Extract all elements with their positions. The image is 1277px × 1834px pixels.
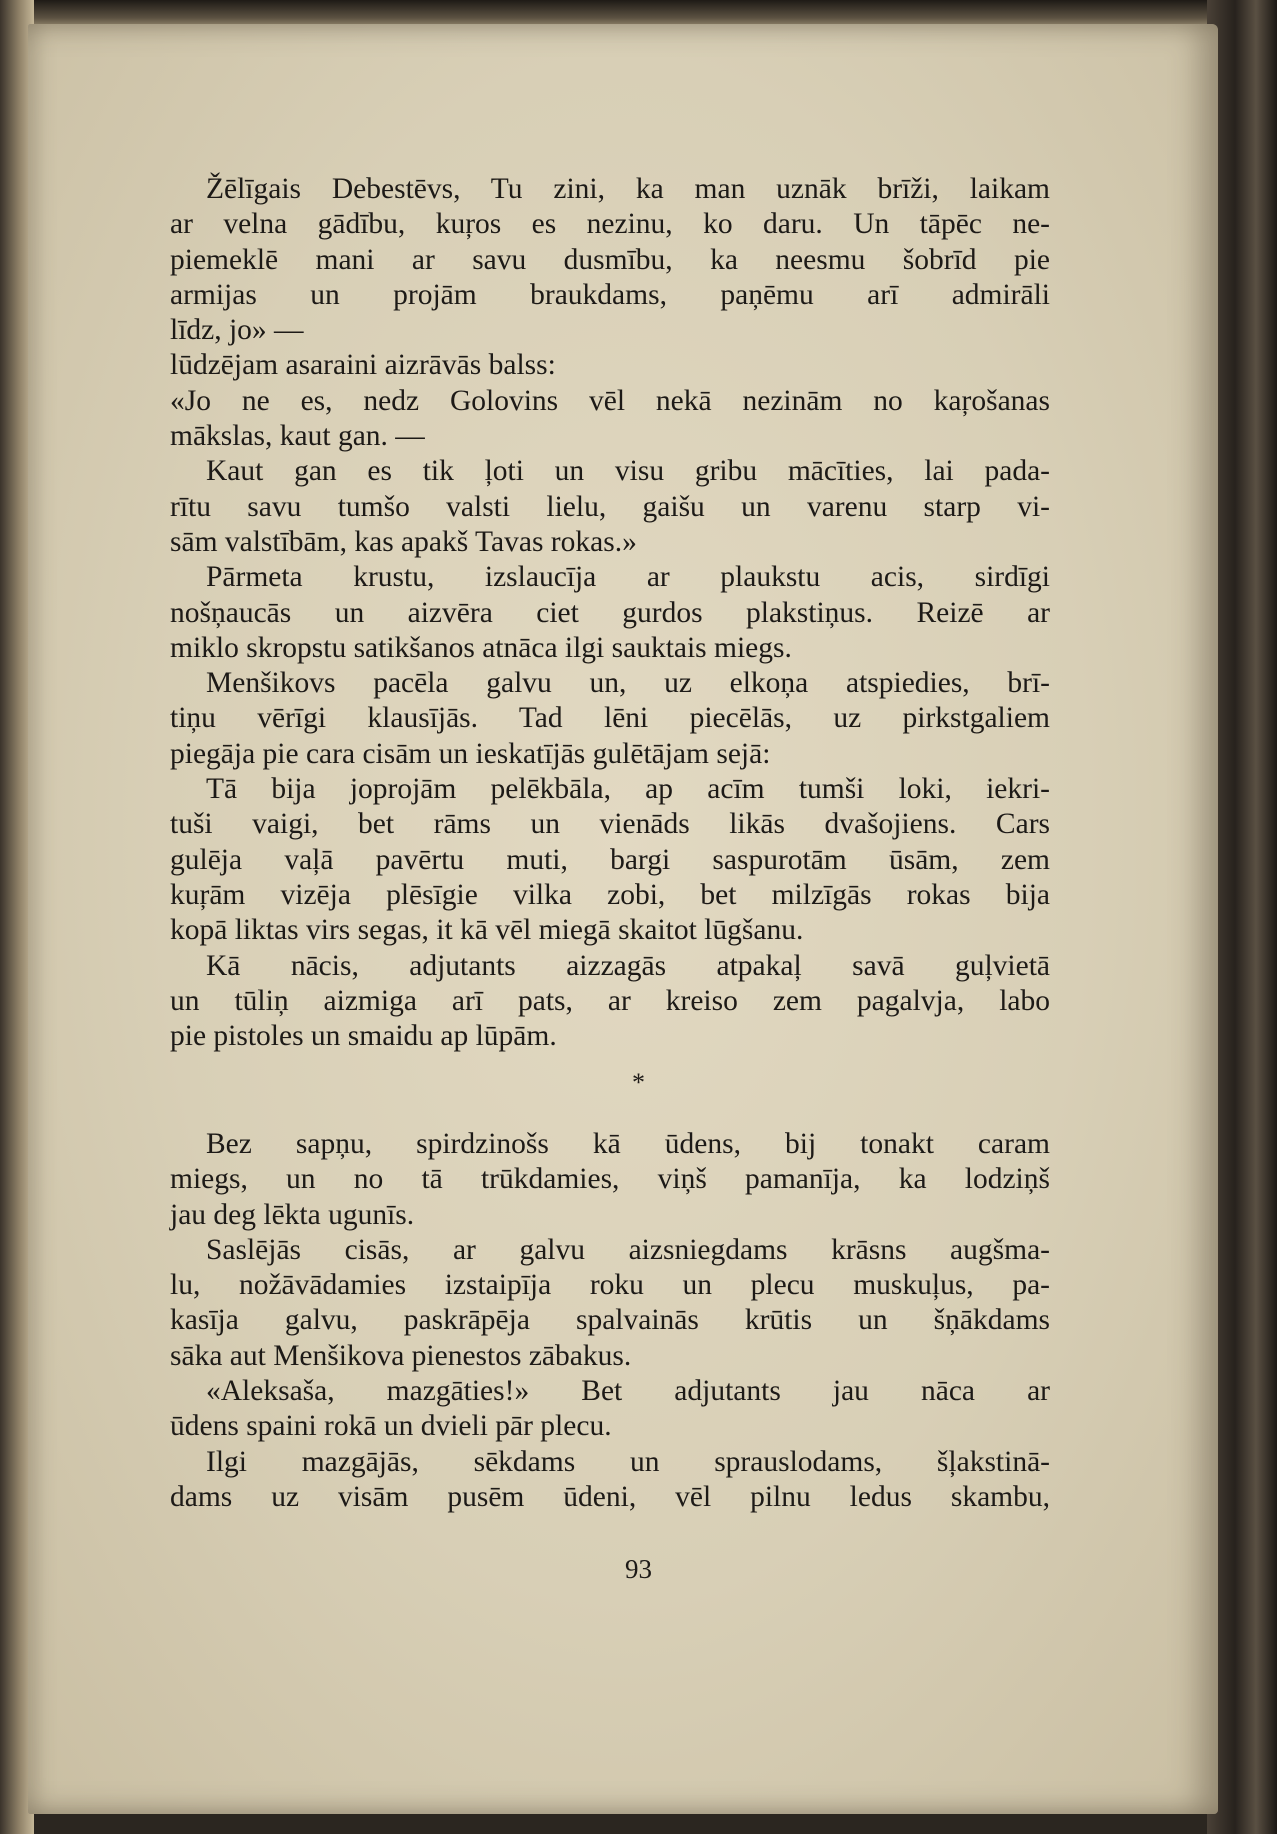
text-line: tuši vaigi, bet rāms un vienāds likās dvašojiens. Cars <box>170 808 1050 841</box>
text-line: Pārmeta krustu, izslaucīja ar plaukstu acis, sirdīgi <box>206 561 1050 594</box>
text-line: «Jo ne es, nedz Golovins vēl nekā nezinām no kaŗošanas <box>170 384 1050 417</box>
section-separator: * <box>632 1068 645 1097</box>
text-line: armijas un projām braukdams, paņēmu arī admirāli <box>170 278 1050 311</box>
text-line: Bez sapņu, spirdzinošs kā ūdens, bij tonakt caram <box>206 1128 1050 1160</box>
page-number: 93 <box>625 1554 652 1584</box>
text-line: miklo skropstu satikšanos atnāca ilgi sauktais miegs. <box>170 631 792 664</box>
text-line: lu, nožāvādamies izstaipīja roku un plecu muskuļus, pa- <box>170 1269 1050 1302</box>
text-line: kasīja galvu, paskrāpēja spalvainās krūtis un šņākdams <box>170 1304 1050 1337</box>
text-line: pie pistoles un smaidu ap lūpām. <box>170 1020 557 1053</box>
text-line: sāka aut Menšikova pienestos zābakus. <box>170 1339 632 1372</box>
text-line: kopā liktas virs segas, it kā vēl miegā skaitot lūgšanu. <box>170 914 804 947</box>
text-line: Kā nācis, adjutants aizzagās atpakaļ savā guļvietā <box>206 949 1050 982</box>
text-line: Saslējās cisās, ar galvu aizsniegdams krāsns augšma- <box>206 1233 1050 1266</box>
page-text <box>170 172 1050 1054</box>
text-line: mākslas, kaut gan. — <box>170 420 425 453</box>
text-line: «Aleksaša, mazgāties!» Bet adjutants jau nāca ar <box>206 1375 1050 1408</box>
page-text-continued <box>170 1127 1050 1515</box>
text-line: ar velna gādību, kuŗos es nezinu, ko daru. Un tāpēc ne- <box>170 208 1050 241</box>
text-line: lūdzējam asaraini aizrāvās balss: <box>170 349 556 382</box>
text-line: piemeklē mani ar savu dusmību, ka neesmu šobrīd pie <box>170 243 1050 276</box>
text-line: miegs, un no tā trūkdamies, viņš pamanīja, ka lodziņš <box>170 1163 1050 1196</box>
text-line: Tā bija joprojām pelēkbāla, ap acīm tumši loki, iekri- <box>206 773 1050 806</box>
text-line: dams uz visām pusēm ūdeni, vēl pilnu ledus skambu, <box>170 1480 1050 1513</box>
text-line: Žēlīgais Debestēvs, Tu zini, ka man uznāk brīži, laikam <box>206 173 1050 205</box>
text-line: nošņaucās un aizvēra ciet gurdos plakstiņus. Reizē ar <box>170 596 1050 629</box>
text-line: piegāja pie cara cisām un ieskatījās gulētājam sejā: <box>170 737 771 770</box>
text-line: līdz, jo» — <box>170 314 304 347</box>
text-line: ūdens spaini rokā un dvieli pār plecu. <box>170 1410 612 1443</box>
text-line: Kaut gan es tik ļoti un visu gribu mācīties, lai pada- <box>206 455 1050 488</box>
text-line: sām valstībām, kas apakš Tavas rokas.» <box>170 525 637 558</box>
text-line: Menšikovs pacēla galvu un, uz elkoņa atspiedies, brī- <box>206 667 1050 700</box>
text-line: jau deg lēkta ugunīs. <box>170 1198 415 1231</box>
text-line: un tūliņ aizmiga arī pats, ar kreiso zem pagalvja, labo <box>170 984 1050 1017</box>
text-line: gulēja vaļā pavērtu muti, bargi saspurotām ūsām, zem <box>170 843 1050 876</box>
text-line: Ilgi mazgājās, sēkdams un sprauslodams, šļakstinā- <box>206 1445 1050 1478</box>
text-line: tiņu vērīgi klausījās. Tad lēni piecēlās, uz pirkstgaliem <box>170 702 1050 735</box>
text-line: rītu savu tumšo valsti lielu, gaišu un varenu starp vi- <box>170 490 1050 523</box>
text-line: kuŗām vizēja plēsīgie vilka zobi, bet milzīgās rokas bija <box>170 878 1050 911</box>
